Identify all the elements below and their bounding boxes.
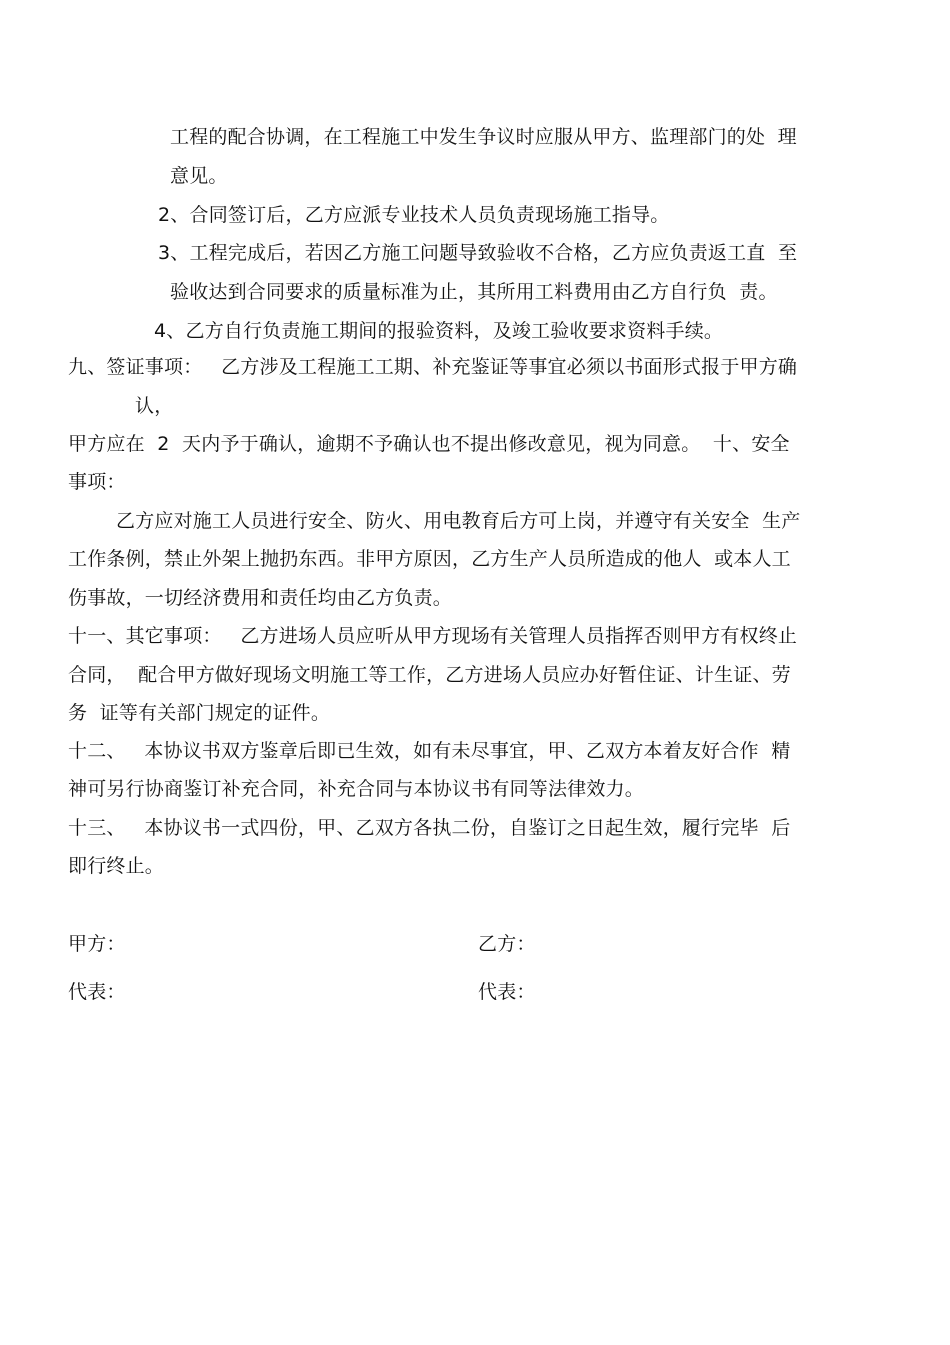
text-line: 认， — [135, 395, 174, 417]
text-line: 乙方应对施工人员进行安全、防火、用电教育后方可上岗，并遵守有关安全 生产 — [116, 510, 801, 532]
party-b-label: 乙方： — [478, 933, 536, 955]
representative-b-label: 代表： — [478, 981, 536, 1003]
text-line: 合同， 配合甲方做好现场文明施工等工作，乙方进场人员应办好暂住证、计生证、劳 — [68, 664, 791, 686]
representative-a-label: 代表： — [68, 981, 126, 1003]
text-line: 2、合同签订后，乙方应派专业技术人员负责现场施工指导。 — [158, 204, 670, 226]
text-line: 务 证等有关部门规定的证件。 — [68, 702, 331, 724]
text-line: 工作条例，禁止外架上抛扔东西。非甲方原因，乙方生产人员所造成的他人 或本人工 — [68, 548, 791, 570]
text-line: 验收达到合同要求的质量标准为止，其所用工料费用由乙方自行负 责。 — [170, 281, 778, 303]
party-a-label: 甲方： — [68, 933, 126, 955]
section-heading-13: 十三、 本协议书一式四份，甲、乙双方各执二份，自鉴订之日起生效，履行完毕 后 — [68, 817, 791, 839]
section-heading-11: 十一、其它事项： 乙方进场人员应听从甲方现场有关管理人员指挥否则甲方有权终止 — [68, 625, 798, 647]
text-line: 甲方应在 2 天内予于确认，逾期不予确认也不提出修改意见，视为同意。 十、安全 — [68, 433, 790, 455]
section-heading-9: 九、签证事项： 乙方涉及工程施工工期、补充鉴证等事宜必须以书面形式报于甲方确 — [68, 356, 798, 378]
text-line: 神可另行协商鉴订补充合同，补充合同与本协议书有同等法律效力。 — [68, 778, 645, 800]
section-heading-12: 十二、 本协议书双方鉴章后即已生效，如有未尽事宜，甲、乙双方本着友好合作 精 — [68, 740, 791, 762]
text-line: 4、乙方自行负责施工期间的报验资料，及竣工验收要求资料手续。 — [154, 320, 724, 342]
text-line: 即行终止。 — [68, 855, 165, 877]
text-line: 意见。 — [170, 165, 228, 187]
text-line: 工程的配合协调，在工程施工中发生争议时应服从甲方、监理部门的处 理 — [170, 126, 797, 148]
text-line: 3、工程完成后，若因乙方施工问题导致验收不合格，乙方应负责返工直 至 — [158, 242, 798, 264]
text-line: 伤事故，一切经济费用和责任均由乙方负责。 — [68, 587, 453, 609]
text-line: 事项： — [68, 471, 126, 493]
